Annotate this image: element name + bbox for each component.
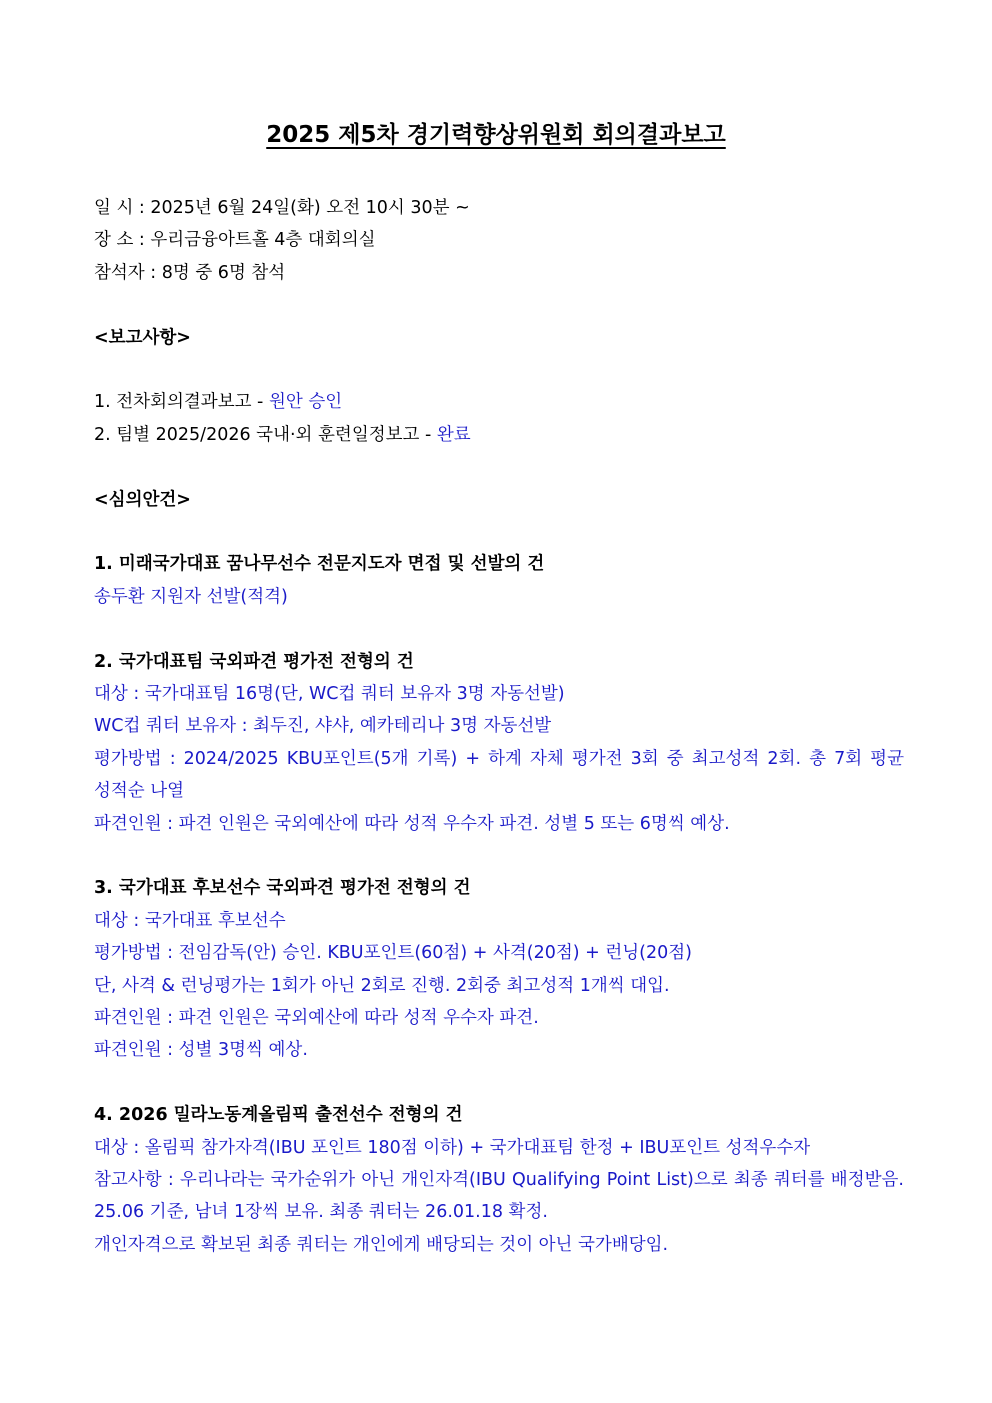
document-body: [94, 192, 904, 1261]
report-item-text: 1. 전차회의결과보고 -: [94, 392, 269, 413]
meeting-place: 장 소 : 우리금융아트홀 4층 대회의실: [94, 230, 376, 251]
spacer: [94, 354, 904, 386]
spacer: [94, 613, 904, 645]
meeting-date: 일 시 : 2025년 6월 24일(화) 오전 10시 30분 ~: [94, 198, 470, 218]
spacer: [94, 840, 904, 872]
agenda-item-line: 파견인원 : 성별 3명씩 예상.: [94, 1040, 308, 1061]
agenda-item-line: 단, 사격 & 런닝평가는 1회가 아닌 2회로 진행. 2회중 최고성적 1개씩 대입.: [94, 975, 670, 996]
report-item: [94, 386, 904, 418]
spacer: [94, 289, 904, 321]
agenda-item-title: 1. 미래국가대표 꿈나무선수 전문지도자 면접 및 선발의 건: [94, 554, 545, 575]
spacer: [94, 516, 904, 548]
agenda-item-line: WC컵 쿼터 보유자 : 최두진, 샤샤, 예카테리나 3명 자동선발: [94, 716, 552, 737]
agenda-item-line: 참고사항 : 우리나라는 국가순위가 아닌 개인자격(IBU Qualifying Point List)으로 최종 쿼터를 배정받음. 25.06 기준, 남녀 1장씩 보유. 최종 쿼터는 26.01.18 확정.: [94, 1170, 904, 1223]
agenda-item-line: 대상 : 국가대표 후보선수: [94, 910, 286, 931]
agenda-item-line: 평가방법 : 2024/2025 KBU포인트(5개 기록) + 하계 자체 평가전 3회 중 최고성적 2회. 총 7회 평균 성적순 나열: [94, 748, 904, 802]
report-item-result: 완료: [436, 424, 471, 445]
agenda-item-line: 대상 : 올림픽 참가자격(IBU 포인트 180점 이하) + 국가대표팀 한정 + IBU포인트 성적우수자: [94, 1137, 811, 1158]
agenda-item-title: 2. 국가대표팀 국외파견 평가전 전형의 건: [94, 651, 414, 672]
agenda-item-line: 파견인원 : 파견 인원은 국외예산에 따라 성적 우수자 파견.: [94, 1008, 539, 1029]
agenda-item-title: 4. 2026 밀라노동계올림픽 출전선수 전형의 건: [94, 1105, 463, 1126]
agenda-item-line: 파견인원 : 파견 인원은 국외예산에 따라 성적 우수자 파견. 성별 5 또는 6명씩 예상.: [94, 813, 730, 834]
agenda-item-line: 개인자격으로 확보된 최종 쿼터는 개인에게 배당되는 것이 아닌 국가배당임.: [94, 1234, 669, 1255]
agenda-item-line: 송두환 지원자 선발(적격): [94, 586, 288, 607]
meeting-attendance: 참석자 : 8명 중 6명 참석: [94, 262, 286, 283]
agenda-item-title: 3. 국가대표 후보선수 국외파견 평가전 전형의 건: [94, 878, 471, 899]
report-item: [94, 419, 904, 451]
document-title: 2025 제5차 경기력향상위원회 회의결과보고: [266, 122, 726, 148]
agenda-section-heading: <심의안건>: [94, 489, 191, 510]
agenda-item-line: 평가방법 : 전임감독(안) 승인. KBU포인트(60점) + 사격(20점) + 런닝(20점): [94, 943, 693, 964]
spacer: [94, 451, 904, 483]
report-item-result: 원안 승인: [268, 392, 343, 413]
report-item-text: 2. 팀별 2025/2026 국내·외 훈련일정보고 -: [94, 424, 437, 445]
report-section-heading: <보고사항>: [94, 327, 191, 348]
agenda-item-line: 대상 : 국가대표팀 16명(단, WC컵 쿼터 보유자 3명 자동선발): [94, 684, 565, 705]
spacer: [94, 1067, 904, 1099]
